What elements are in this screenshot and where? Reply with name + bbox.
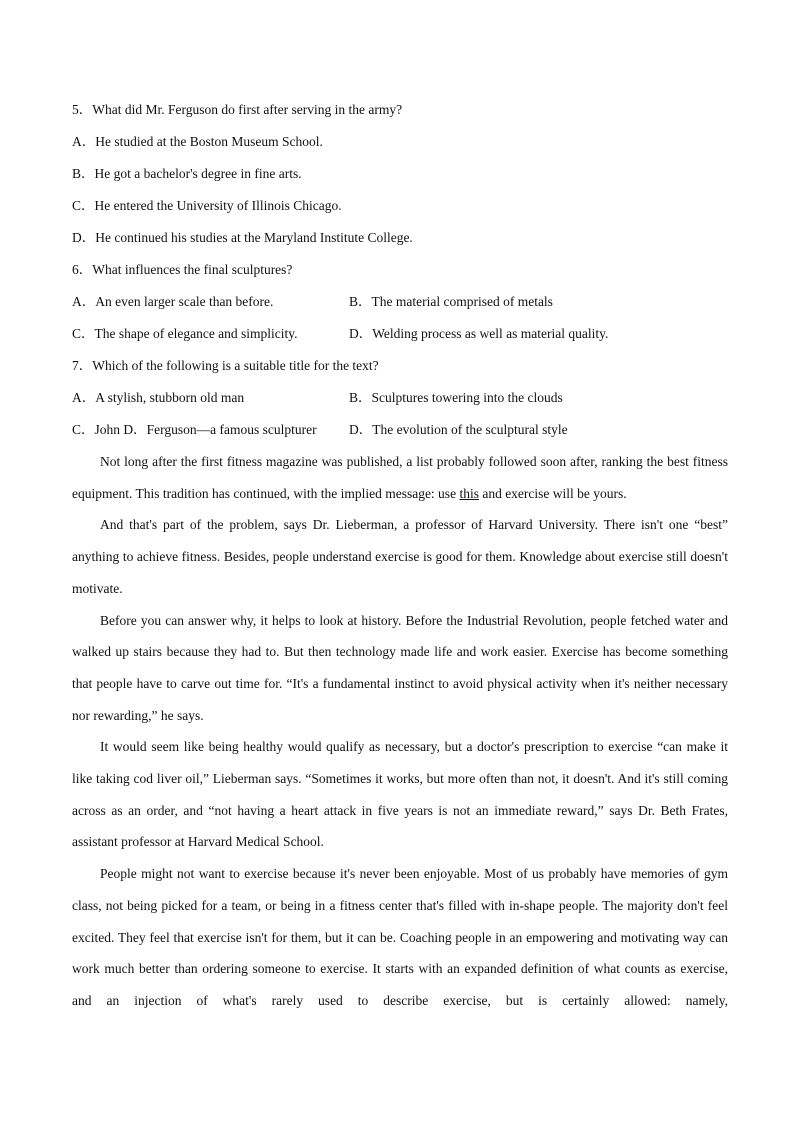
passage-paragraph-5: People might not want to exercise because it's never been enjoyable. Most of us probably have memories of gym class, not being picked for a team, or being in a fitness center that's filled with in-shape people. The majority don't feel excited. They feel that exercise isn't for them, but it can be. Coaching people in an empowering and motivating way can work much better than ordering someone to exercise. It starts with an expanded definition of what counts as exercise, and an injection of what's rarely used to describe exercise, but is certainly allowed: namely, (72, 866, 728, 1008)
question-6-option-b: B．The material comprised of metals (349, 294, 553, 309)
question-5-stem: 5．What did Mr. Ferguson do first after serving in the army? (72, 102, 403, 117)
question-7-option-d: D．The evolution of the sculptural style (349, 422, 568, 437)
underlined-word-this: this (459, 485, 479, 501)
question-7-options-row-1 (72, 382, 728, 414)
question-6-option-c: C．The shape of elegance and simplicity. (72, 326, 298, 341)
question-6-options-row-2 (72, 318, 728, 350)
question-5-option-a: A．He studied at the Boston Museum School. (72, 134, 323, 149)
document-page (72, 94, 728, 1017)
question-7-stem: 7．Which of the following is a suitable title for the text? (72, 358, 379, 373)
question-7-option-b: B．Sculptures towering into the clouds (349, 390, 563, 405)
question-7-option-a: A．A stylish, stubborn old man (72, 390, 245, 405)
passage-paragraph-2: And that's part of the problem, says Dr. Lieberman, a professor of Harvard University. There isn't one “best” anything to achieve fitness. Besides, people understand exercise is good for them. Knowledge about exercise still doesn't motivate. (72, 517, 728, 596)
question-5-option-b: B．He got a bachelor's degree in fine arts. (72, 166, 302, 181)
question-7-options-row-2 (72, 414, 728, 446)
passage-paragraph-4: It would seem like being healthy would qualify as necessary, but a doctor's prescription to exercise “can make it like taking cod liver oil,” Lieberman says. “Sometimes it works, but more often than not, it doesn't. And it's still coming across as an order, and “not having a heart attack in five years is not an immediate reward,” says Dr. Beth Frates, assistant professor at Harvard Medical School. (72, 739, 728, 850)
question-6-stem: 6．What influences the final sculptures? (72, 262, 293, 277)
question-7-option-c: C．John D．Ferguson—a famous sculpturer (72, 422, 317, 437)
passage-paragraph-1 (72, 446, 728, 509)
passage-paragraph-1-text-after: and exercise will be yours. (478, 485, 627, 501)
question-5-option-c: C．He entered the University of Illinois Chicago. (72, 198, 342, 213)
question-6-options-row-1 (72, 286, 728, 318)
passage-paragraph-1-text-before: Not long after the first fitness magazine was published, a list probably followed soon after, ranking the best fitness equipment. This tradition has continued, with the implied message: use (72, 454, 728, 501)
question-6-option-a: A．An even larger scale than before. (72, 294, 274, 309)
passage-paragraph-3: Before you can answer why, it helps to look at history. Before the Industrial Revolution, people fetched water and walked up stairs because they had to. But then technology made life and work easier. Exercise has become something that people have to carve out time for. “It's a fundamental instinct to avoid physical activity when it's neither necessary nor rewarding,” he says. (72, 612, 728, 723)
question-5-option-d: D．He continued his studies at the Maryland Institute College. (72, 230, 413, 245)
question-6-option-d: D．Welding process as well as material quality. (349, 326, 609, 341)
